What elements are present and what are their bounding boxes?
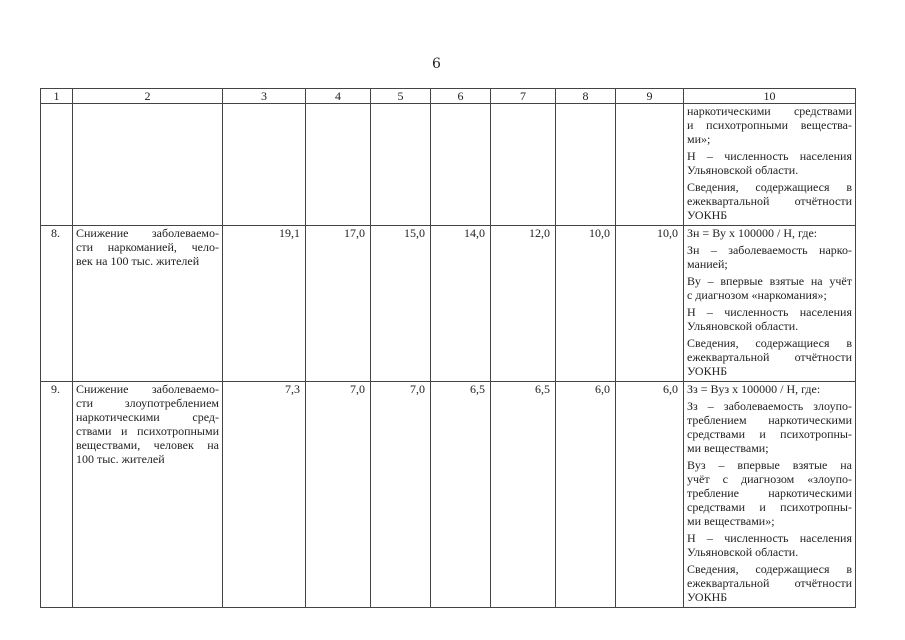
method-paragraph bbox=[687, 562, 852, 604]
column-header-4: 4 bbox=[306, 89, 371, 104]
text-line: средствами и психотропны- bbox=[687, 500, 852, 514]
method-paragraph bbox=[687, 226, 852, 240]
text-line: Зз – заболеваемость злоупо- bbox=[687, 399, 852, 413]
value-year-6: 6,5 bbox=[431, 382, 491, 608]
calculation-method bbox=[684, 382, 856, 608]
page-number: 6 bbox=[432, 56, 441, 72]
text-line: 100 тыс. жителей bbox=[76, 452, 165, 466]
value-year-9: 10,0 bbox=[616, 226, 684, 382]
text-line: УОКНБ bbox=[687, 590, 728, 604]
text-line: ми веществами»; bbox=[687, 514, 775, 528]
row-number: 9. bbox=[41, 382, 73, 608]
text-line: Н – численность населения bbox=[687, 531, 852, 545]
table-row bbox=[41, 382, 856, 608]
value-year-6 bbox=[431, 104, 491, 226]
method-paragraph bbox=[687, 305, 852, 333]
calculation-method bbox=[684, 104, 856, 226]
column-header-3: 3 bbox=[223, 89, 306, 104]
method-paragraph bbox=[687, 336, 852, 378]
text-line: веществами, человек на bbox=[76, 438, 219, 452]
table-row bbox=[41, 104, 856, 226]
text-line: учёт с диагнозом «злоупо- bbox=[687, 472, 852, 486]
text-line: Зн – заболеваемость нарко- bbox=[687, 243, 852, 257]
column-header-8: 8 bbox=[556, 89, 616, 104]
text-line: наркотическими сред- bbox=[76, 410, 219, 424]
text-line: ежеквартальной отчётности bbox=[687, 194, 852, 208]
column-header-1: 1 bbox=[41, 89, 73, 104]
value-year-8: 10,0 bbox=[556, 226, 616, 382]
row-number bbox=[41, 104, 73, 226]
text-line: Вуз – впервые взятые на bbox=[687, 458, 852, 472]
value-year-7: 6,5 bbox=[491, 382, 556, 608]
text-line: Сведения, содержащиеся в bbox=[687, 336, 852, 350]
row-number: 8. bbox=[41, 226, 73, 382]
text-line: треблением наркотическими bbox=[687, 413, 852, 427]
method-paragraph bbox=[687, 104, 852, 146]
text-line: средствами и психотропны- bbox=[687, 427, 852, 441]
value-year-4: 17,0 bbox=[306, 226, 371, 382]
text-line: Сведения, содержащиеся в bbox=[687, 180, 852, 194]
value-year-4 bbox=[306, 104, 371, 226]
value-year-7: 12,0 bbox=[491, 226, 556, 382]
header-row bbox=[41, 89, 856, 104]
text-line: ежеквартальной отчётности bbox=[687, 576, 852, 590]
text-line: Сведения, содержащиеся в bbox=[687, 562, 852, 576]
method-paragraph bbox=[687, 399, 852, 455]
method-paragraph bbox=[687, 243, 852, 271]
table-row bbox=[41, 226, 856, 382]
text-line: манией; bbox=[687, 257, 728, 271]
text-line: ми веществами; bbox=[687, 441, 769, 455]
method-paragraph bbox=[687, 531, 852, 559]
value-year-5 bbox=[371, 104, 431, 226]
method-paragraph bbox=[687, 274, 852, 302]
text-line: ежеквартальной отчётности bbox=[687, 350, 852, 364]
value-year-3: 7,3 bbox=[223, 382, 306, 608]
text-line: сти злоупотреблением bbox=[76, 396, 219, 410]
column-header-10: 10 bbox=[684, 89, 856, 104]
value-year-3 bbox=[223, 104, 306, 226]
text-line: требление наркотическими bbox=[687, 486, 852, 500]
method-paragraph bbox=[687, 458, 852, 528]
column-header-2: 2 bbox=[73, 89, 223, 104]
text-line: век на 100 тыс. жителей bbox=[76, 254, 200, 268]
value-year-4: 7,0 bbox=[306, 382, 371, 608]
value-year-9: 6,0 bbox=[616, 382, 684, 608]
indicator-name bbox=[73, 104, 223, 226]
text-line: Ву – впервые взятые на учёт bbox=[687, 274, 852, 288]
text-line: и психотропными вещества- bbox=[687, 118, 852, 132]
text-line: Снижение заболеваемо- bbox=[76, 226, 219, 240]
column-header-5: 5 bbox=[371, 89, 431, 104]
text-line: сти наркоманией, чело- bbox=[76, 240, 219, 254]
value-year-5: 15,0 bbox=[371, 226, 431, 382]
value-year-7 bbox=[491, 104, 556, 226]
text-line: ствами и психотропными bbox=[76, 424, 219, 438]
method-paragraph bbox=[687, 382, 852, 396]
text-line: Н – численность населения bbox=[687, 305, 852, 319]
text-line: Ульяновской области. bbox=[687, 319, 799, 333]
indicator-name bbox=[73, 226, 223, 382]
text-line: Зн = Ву х 100000 / Н, где: bbox=[687, 226, 818, 240]
method-paragraph bbox=[687, 180, 852, 222]
column-header-7: 7 bbox=[491, 89, 556, 104]
indicators-table bbox=[40, 88, 856, 608]
column-header-9: 9 bbox=[616, 89, 684, 104]
text-line: Снижение заболеваемо- bbox=[76, 382, 219, 396]
value-year-3: 19,1 bbox=[223, 226, 306, 382]
method-paragraph bbox=[687, 149, 852, 177]
text-line: с диагнозом «наркомания»; bbox=[687, 288, 827, 302]
value-year-8: 6,0 bbox=[556, 382, 616, 608]
indicator-name bbox=[73, 382, 223, 608]
text-line: УОКНБ bbox=[687, 364, 728, 378]
text-line: Зз = Вуз х 100000 / Н, где: bbox=[687, 382, 821, 396]
column-header-6: 6 bbox=[431, 89, 491, 104]
text-line: Ульяновской области. bbox=[687, 545, 799, 559]
text-line: Н – численность населения bbox=[687, 149, 852, 163]
value-year-9 bbox=[616, 104, 684, 226]
value-year-5: 7,0 bbox=[371, 382, 431, 608]
calculation-method bbox=[684, 226, 856, 382]
value-year-8 bbox=[556, 104, 616, 226]
text-line: ми»; bbox=[687, 132, 711, 146]
value-year-6: 14,0 bbox=[431, 226, 491, 382]
text-line: наркотическими средствами bbox=[687, 104, 852, 118]
text-line: УОКНБ bbox=[687, 208, 728, 222]
text-line: Ульяновской области. bbox=[687, 163, 799, 177]
